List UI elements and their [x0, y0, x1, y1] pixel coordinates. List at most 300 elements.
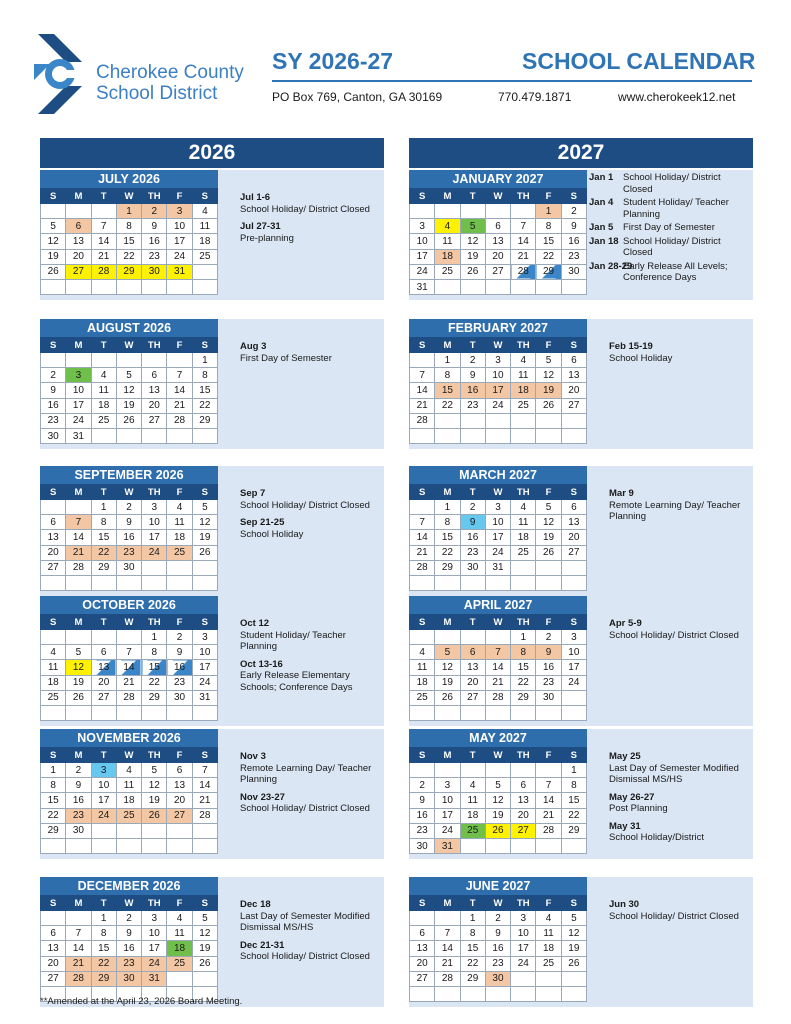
- month-grid: [40, 729, 218, 854]
- weekday-header: S: [41, 748, 66, 763]
- weekday-header: F: [536, 896, 561, 911]
- note-date: May 25: [609, 751, 641, 762]
- weekday-header: T: [460, 485, 485, 500]
- note-text: School Holiday/ District Closed: [609, 910, 739, 922]
- day-cell: 7: [511, 219, 536, 234]
- weekday-header: W: [485, 748, 510, 763]
- day-cell: 9: [41, 383, 66, 398]
- day-cell: 1: [460, 911, 485, 926]
- weekday-header: T: [91, 748, 116, 763]
- day-cell: 20: [66, 249, 91, 264]
- day-cell: 26: [116, 413, 141, 428]
- weekday-header: T: [91, 615, 116, 630]
- week-row: [41, 926, 218, 941]
- day-cell: [41, 911, 66, 926]
- month-notes: [609, 899, 749, 928]
- day-cell: 14: [192, 778, 217, 793]
- day-cell: 29: [561, 823, 586, 838]
- day-cell: 11: [511, 368, 536, 383]
- day-cell: 6: [460, 645, 485, 660]
- day-cell: 24: [142, 545, 167, 560]
- month-notes: [240, 899, 380, 969]
- day-cell: 13: [66, 234, 91, 249]
- day-cell: 9: [116, 926, 141, 941]
- day-cell: 29: [536, 264, 561, 279]
- weekday-header: F: [536, 615, 561, 630]
- month-grid: [409, 729, 587, 854]
- note-entry: [609, 488, 749, 523]
- day-cell: [192, 838, 217, 853]
- day-cell: 22: [460, 956, 485, 971]
- note-text: Student Holiday/ Teacher Planning: [623, 197, 729, 220]
- day-cell: 10: [91, 778, 116, 793]
- day-cell: [536, 986, 561, 1001]
- day-cell: [561, 986, 586, 1001]
- day-cell: 13: [41, 530, 66, 545]
- day-cell: [192, 560, 217, 575]
- month-notes: [240, 341, 380, 370]
- weekday-header: M: [66, 896, 91, 911]
- day-cell: 22: [435, 545, 460, 560]
- note-date: Nov 23-27: [240, 791, 285, 803]
- weekday-header-row: [410, 896, 587, 911]
- day-cell: 29: [142, 690, 167, 705]
- day-cell: 7: [66, 515, 91, 530]
- day-cell: 27: [41, 560, 66, 575]
- phone-number: 770.479.1871: [498, 90, 572, 104]
- day-cell: 14: [410, 383, 435, 398]
- week-row: [41, 823, 218, 838]
- month-grid: [409, 877, 587, 1002]
- day-cell: 31: [66, 428, 91, 443]
- year-bar-2027: 2027: [409, 138, 753, 168]
- month-notes: [609, 618, 749, 647]
- weekday-header: W: [116, 896, 141, 911]
- day-cell: 4: [167, 500, 192, 515]
- month-title: FEBRUARY 2027: [409, 319, 587, 337]
- month-title: OCTOBER 2026: [40, 596, 218, 614]
- day-cell: 20: [561, 530, 586, 545]
- day-cell: 28: [511, 264, 536, 279]
- day-cell: 6: [511, 778, 536, 793]
- day-cell: 26: [66, 690, 91, 705]
- day-cell: [511, 204, 536, 219]
- day-cell: 26: [460, 264, 485, 279]
- day-cell: 27: [41, 971, 66, 986]
- school-year-title: SY 2026-27: [272, 48, 394, 74]
- day-cell: 7: [167, 368, 192, 383]
- day-cell: 9: [485, 926, 510, 941]
- weekday-header-row: [41, 615, 218, 630]
- address: PO Box 769, Canton, GA 30169: [272, 90, 443, 104]
- day-cell: [536, 971, 561, 986]
- day-cell: 13: [460, 660, 485, 675]
- day-cell: 25: [511, 545, 536, 560]
- day-cell: 2: [561, 204, 586, 219]
- day-cell: [460, 204, 485, 219]
- week-row: [41, 530, 218, 545]
- note-date: Mar 9: [609, 488, 634, 499]
- day-cell: 6: [41, 926, 66, 941]
- day-cell: 20: [511, 808, 536, 823]
- week-row: [41, 368, 218, 383]
- week-row: [410, 264, 587, 279]
- day-cell: [192, 575, 217, 590]
- week-row: [410, 383, 587, 398]
- weekday-header: T: [460, 896, 485, 911]
- weekday-header: TH: [511, 189, 536, 204]
- day-cell: 3: [435, 778, 460, 793]
- day-cell: 3: [485, 353, 510, 368]
- weekday-header: S: [192, 189, 217, 204]
- day-cell: 26: [485, 823, 510, 838]
- weekday-header: T: [91, 338, 116, 353]
- month-block-november-2026: [40, 729, 384, 859]
- day-cell: [435, 911, 460, 926]
- day-cell: [167, 560, 192, 575]
- day-cell: 25: [435, 264, 460, 279]
- day-cell: 15: [435, 530, 460, 545]
- weekday-header: S: [41, 189, 66, 204]
- day-cell: 9: [66, 778, 91, 793]
- day-cell: 10: [142, 515, 167, 530]
- day-cell: 18: [41, 675, 66, 690]
- day-cell: 30: [485, 971, 510, 986]
- day-cell: 1: [435, 353, 460, 368]
- week-row: [410, 219, 587, 234]
- day-cell: 10: [511, 926, 536, 941]
- day-cell: [41, 838, 66, 853]
- note-text: Remote Learning Day/ Teacher Planning: [609, 499, 741, 522]
- note-date: Jan 28-29: [589, 260, 633, 272]
- day-cell: 17: [66, 398, 91, 413]
- note-entry: [589, 222, 751, 234]
- week-row: [410, 500, 587, 515]
- day-cell: 5: [536, 500, 561, 515]
- day-cell: 8: [91, 515, 116, 530]
- day-cell: 22: [142, 675, 167, 690]
- weekday-header: W: [485, 615, 510, 630]
- day-cell: [460, 705, 485, 720]
- day-cell: 1: [511, 630, 536, 645]
- day-cell: 18: [460, 808, 485, 823]
- day-cell: 20: [410, 956, 435, 971]
- day-cell: 4: [511, 500, 536, 515]
- day-cell: 28: [167, 413, 192, 428]
- day-cell: 20: [142, 398, 167, 413]
- day-cell: 11: [511, 515, 536, 530]
- day-cell: 17: [410, 249, 435, 264]
- month-block-january-2027: [409, 170, 753, 300]
- day-cell: 23: [536, 675, 561, 690]
- weekday-header: W: [485, 338, 510, 353]
- weekday-header: M: [435, 748, 460, 763]
- week-row: [410, 530, 587, 545]
- note-text: First Day of Semester: [240, 352, 332, 364]
- day-cell: [485, 986, 510, 1001]
- day-cell: 25: [41, 690, 66, 705]
- day-cell: 11: [435, 234, 460, 249]
- day-cell: 27: [485, 264, 510, 279]
- day-cell: 17: [561, 660, 586, 675]
- week-row: [410, 778, 587, 793]
- day-cell: [91, 705, 116, 720]
- week-row: [41, 204, 218, 219]
- note-text: School Holiday/ District Closed: [623, 235, 721, 258]
- day-cell: 6: [410, 926, 435, 941]
- weekday-header: T: [460, 748, 485, 763]
- day-cell: 21: [167, 398, 192, 413]
- day-cell: 5: [142, 763, 167, 778]
- day-cell: 18: [435, 249, 460, 264]
- day-cell: 22: [116, 249, 141, 264]
- day-cell: 11: [41, 660, 66, 675]
- day-cell: [192, 705, 217, 720]
- day-cell: 6: [41, 515, 66, 530]
- day-cell: [116, 428, 141, 443]
- day-cell: 29: [41, 823, 66, 838]
- week-row: [41, 941, 218, 956]
- day-cell: 2: [536, 630, 561, 645]
- day-cell: 5: [41, 219, 66, 234]
- week-row: [410, 575, 587, 590]
- weekday-header: M: [66, 189, 91, 204]
- weekday-header: S: [410, 748, 435, 763]
- day-cell: 10: [435, 793, 460, 808]
- day-cell: 28: [410, 560, 435, 575]
- weekday-header: W: [485, 189, 510, 204]
- week-row: [410, 808, 587, 823]
- day-cell: 5: [485, 778, 510, 793]
- week-row: [41, 793, 218, 808]
- day-cell: 1: [91, 500, 116, 515]
- day-cell: [410, 575, 435, 590]
- day-cell: 22: [435, 398, 460, 413]
- note-entry: [589, 172, 751, 195]
- day-cell: 6: [91, 645, 116, 660]
- day-cell: [91, 575, 116, 590]
- day-cell: 1: [142, 630, 167, 645]
- day-cell: [167, 971, 192, 986]
- day-cell: 4: [536, 911, 561, 926]
- day-cell: 3: [485, 500, 510, 515]
- weekday-header: S: [410, 338, 435, 353]
- weekday-header: W: [116, 189, 141, 204]
- day-cell: 22: [561, 808, 586, 823]
- week-row: [410, 428, 587, 443]
- note-entry: [240, 659, 380, 694]
- month-notes: [609, 751, 749, 850]
- day-cell: [410, 428, 435, 443]
- day-cell: [561, 575, 586, 590]
- day-cell: 14: [116, 660, 141, 675]
- day-cell: [460, 428, 485, 443]
- day-cell: 17: [167, 234, 192, 249]
- day-cell: 21: [485, 675, 510, 690]
- day-cell: 24: [142, 956, 167, 971]
- day-cell: 10: [410, 234, 435, 249]
- day-cell: 17: [435, 808, 460, 823]
- day-cell: 21: [435, 956, 460, 971]
- day-cell: 1: [435, 500, 460, 515]
- day-cell: 18: [536, 941, 561, 956]
- day-cell: [410, 986, 435, 1001]
- month-grid: [40, 319, 218, 444]
- weekday-header: M: [66, 615, 91, 630]
- day-cell: [536, 279, 561, 294]
- day-cell: 23: [460, 545, 485, 560]
- weekday-header: T: [91, 485, 116, 500]
- month-grid: [40, 877, 218, 1002]
- week-row: [410, 398, 587, 413]
- day-cell: 15: [116, 234, 141, 249]
- day-cell: 19: [485, 808, 510, 823]
- day-cell: 7: [410, 368, 435, 383]
- day-cell: [485, 575, 510, 590]
- day-cell: 11: [167, 515, 192, 530]
- weekday-header: W: [116, 338, 141, 353]
- week-row: [41, 778, 218, 793]
- day-cell: 13: [41, 941, 66, 956]
- day-cell: 2: [116, 911, 141, 926]
- day-cell: [41, 353, 66, 368]
- calendar-table: [40, 747, 218, 854]
- day-cell: 3: [561, 630, 586, 645]
- day-cell: 16: [66, 793, 91, 808]
- day-cell: 15: [41, 793, 66, 808]
- weekday-header: TH: [511, 896, 536, 911]
- weekday-header: TH: [511, 338, 536, 353]
- day-cell: [66, 204, 91, 219]
- day-cell: [485, 763, 510, 778]
- calendar-table: [409, 614, 587, 721]
- day-cell: 14: [410, 530, 435, 545]
- day-cell: 10: [485, 368, 510, 383]
- day-cell: 28: [66, 971, 91, 986]
- day-cell: [460, 763, 485, 778]
- day-cell: 8: [41, 778, 66, 793]
- day-cell: 4: [41, 645, 66, 660]
- day-cell: [435, 630, 460, 645]
- day-cell: 14: [435, 941, 460, 956]
- day-cell: 18: [167, 941, 192, 956]
- day-cell: 28: [116, 690, 141, 705]
- day-cell: 9: [116, 515, 141, 530]
- day-cell: 9: [167, 645, 192, 660]
- weekday-header: S: [561, 338, 586, 353]
- day-cell: 14: [91, 234, 116, 249]
- week-row: [41, 545, 218, 560]
- note-entry: [240, 751, 380, 786]
- day-cell: 29: [116, 264, 141, 279]
- day-cell: [561, 971, 586, 986]
- day-cell: 18: [192, 234, 217, 249]
- day-cell: 19: [561, 941, 586, 956]
- calendar-table: [40, 188, 218, 295]
- day-cell: [192, 264, 217, 279]
- month-notes: [240, 488, 380, 546]
- calendar-table: [409, 895, 587, 1002]
- day-cell: 23: [485, 956, 510, 971]
- note-date: Jan 4: [589, 197, 614, 208]
- weekday-header: S: [410, 485, 435, 500]
- weekday-header: M: [435, 338, 460, 353]
- day-cell: 4: [116, 763, 141, 778]
- day-cell: [410, 630, 435, 645]
- month-block-september-2026: [40, 466, 384, 596]
- header-divider: [272, 80, 752, 82]
- weekday-header: S: [410, 189, 435, 204]
- note-date: Dec 18: [240, 899, 271, 910]
- day-cell: 5: [435, 645, 460, 660]
- day-cell: 9: [142, 219, 167, 234]
- day-cell: 16: [142, 234, 167, 249]
- day-cell: 22: [192, 398, 217, 413]
- day-cell: 10: [66, 383, 91, 398]
- day-cell: [116, 353, 141, 368]
- website-link[interactable]: www.cherokeek12.net: [618, 90, 736, 104]
- note-date: Dec 21-31: [240, 939, 285, 951]
- day-cell: [511, 705, 536, 720]
- day-cell: 19: [66, 675, 91, 690]
- day-cell: 7: [91, 219, 116, 234]
- day-cell: 24: [561, 675, 586, 690]
- note-text: School Holiday/ District Closed: [240, 203, 370, 215]
- month-notes: [240, 751, 380, 821]
- day-cell: 25: [167, 545, 192, 560]
- day-cell: 11: [192, 219, 217, 234]
- day-cell: 20: [41, 956, 66, 971]
- day-cell: 8: [536, 219, 561, 234]
- day-cell: 6: [485, 219, 510, 234]
- week-row: [41, 763, 218, 778]
- day-cell: 18: [511, 383, 536, 398]
- day-cell: 11: [410, 660, 435, 675]
- day-cell: 30: [410, 838, 435, 853]
- note-date: Apr 5-9: [609, 618, 642, 629]
- day-cell: 19: [116, 398, 141, 413]
- week-row: [41, 808, 218, 823]
- day-cell: 23: [460, 398, 485, 413]
- weekday-header: M: [435, 896, 460, 911]
- weekday-header: M: [66, 748, 91, 763]
- week-row: [410, 823, 587, 838]
- day-cell: [511, 428, 536, 443]
- weekday-header: F: [536, 338, 561, 353]
- day-cell: 10: [192, 645, 217, 660]
- district-name-line1: Cherokee County: [96, 62, 244, 83]
- day-cell: 1: [536, 204, 561, 219]
- weekday-header: S: [561, 615, 586, 630]
- weekday-header-row: [41, 748, 218, 763]
- day-cell: 7: [192, 763, 217, 778]
- day-cell: [41, 575, 66, 590]
- note-text: Last Day of Semester Modified Dismissal MS/HS: [240, 910, 370, 933]
- day-cell: [116, 575, 141, 590]
- week-row: [410, 690, 587, 705]
- day-cell: 5: [460, 219, 485, 234]
- day-cell: 19: [41, 249, 66, 264]
- week-row: [41, 956, 218, 971]
- day-cell: [66, 575, 91, 590]
- day-cell: [460, 986, 485, 1001]
- day-cell: 6: [142, 368, 167, 383]
- weekday-header: S: [561, 189, 586, 204]
- day-cell: [142, 575, 167, 590]
- note-entry: [589, 197, 751, 220]
- day-cell: [167, 353, 192, 368]
- day-cell: [511, 838, 536, 853]
